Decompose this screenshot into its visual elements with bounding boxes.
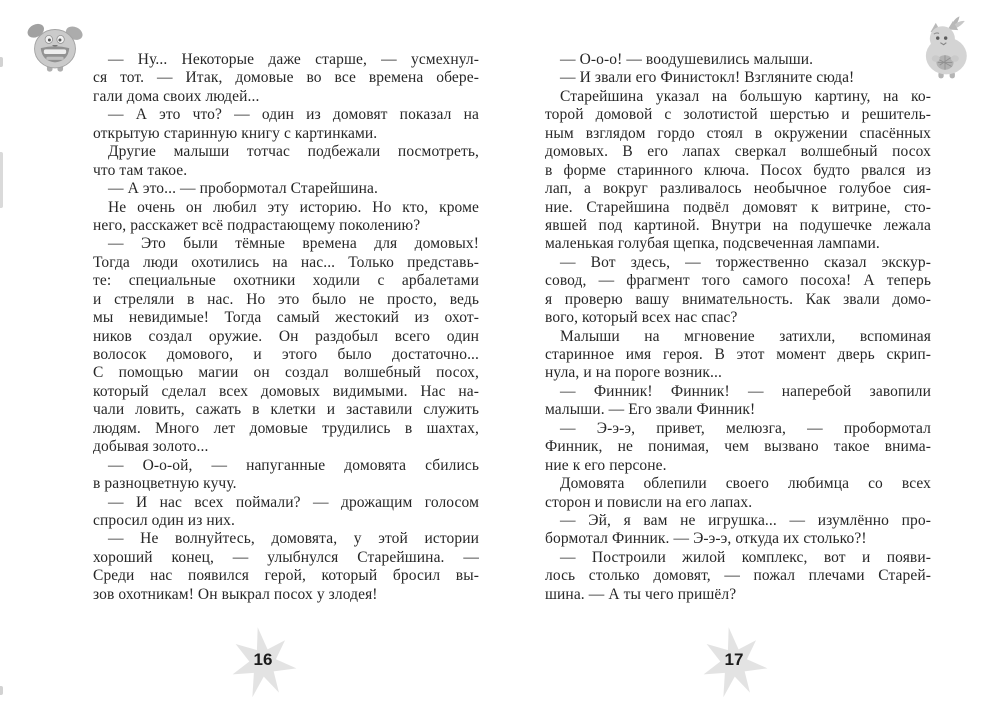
page-edge-artifact — [0, 686, 3, 695]
text-line: в форме старинного ключа. Посох будто рвался из — [545, 161, 931, 179]
text-line: в разноцветную кучу. — [93, 475, 237, 493]
paragraph — [93, 199, 479, 236]
text-line: спросил один из них. — [93, 511, 236, 529]
paragraph — [93, 530, 479, 604]
paragraph — [545, 512, 931, 549]
text-line: малыши. — Его звали Финник! — [545, 401, 756, 419]
page-right — [545, 51, 931, 604]
paragraph — [93, 143, 479, 180]
text-line: сторон и повисли на его лапах. — [545, 493, 753, 511]
text-line: бормотал Финник. — Э-э-э, откуда их столько?! — [545, 530, 867, 548]
paragraph — [545, 475, 931, 512]
page-edge-artifact — [0, 57, 3, 67]
text-line: ние. Старейшина подвёл домовят к витрине, сто- — [545, 198, 931, 216]
paragraph — [93, 235, 479, 456]
text-line: гали дома своих людей... — [93, 87, 260, 105]
text-line: людям. Много лет домовые трудились в шахтах, — [93, 419, 479, 437]
paragraph — [93, 494, 479, 531]
text-line: открытую старинную книгу с картинками. — [93, 124, 378, 142]
text-line: — Ну... Некоторые даже старше, — усмехнул- — [108, 51, 479, 68]
text-line: — И нас всех поймали? — дрожащим голосом — [108, 493, 479, 511]
text-line: него, расскажет всё подрастающему поколению? — [93, 216, 421, 234]
page-text — [545, 51, 931, 604]
text-line: ников создал оружие. Он раздобыл всего один — [93, 327, 479, 345]
text-line: хороший конец, — улыбнулся Старейшина. — — [93, 548, 479, 566]
text-line: Среди нас появился герой, который бросил вы- — [93, 567, 479, 585]
text-line: ся тот. — Итак, домовые во все времена обере- — [93, 69, 479, 87]
text-line: Домовята облепили своего любимца со всех — [560, 475, 931, 493]
text-line: — О-о-о! — воодушевились малыши. — [560, 51, 814, 68]
text-line: — О-о-ой, — напуганные домовята сбились — [108, 456, 479, 474]
page-text — [93, 51, 479, 604]
page-left — [93, 51, 479, 604]
paragraph — [93, 106, 479, 143]
text-line: домовых. В его лапах сверкал волшебный посох — [545, 143, 931, 161]
page-edge-artifact — [0, 152, 3, 208]
text-line: С помощью магии он создал волшебный посох, — [93, 364, 479, 382]
text-line: маленькая голубая щепка, подсвеченная лампами. — [545, 235, 880, 253]
page-number-star-right — [696, 624, 772, 702]
text-line: Финник, не понимая, чем вызвано такое внима- — [545, 438, 931, 456]
text-line: — Построили жилой комплекс, вот и появи- — [560, 548, 931, 566]
text-line: я проверю вашу внимательность. Как звали домо- — [545, 290, 931, 308]
paragraph — [545, 420, 931, 475]
smiling-creature-icon — [24, 14, 86, 76]
text-line: — Финник! Финник! — наперебой завопили — [560, 382, 931, 400]
paragraph — [93, 51, 479, 106]
paragraph — [545, 383, 931, 420]
text-line: волосок домового, и этого было достаточно... — [93, 346, 479, 363]
text-line: чали ловить, сажать в клетки и заставили служить — [93, 401, 479, 419]
paragraph — [545, 549, 931, 604]
text-line: — А это... — пробормотал Старейшина. — [108, 180, 378, 198]
paragraph — [93, 180, 479, 198]
text-line: Тогда люди охотились на нас... Только представь- — [93, 253, 479, 271]
text-line: ным взглядом гордо стоял в окружении спасённых — [545, 124, 931, 142]
text-line: старинное имя героя. В этот момент дверь скрип- — [545, 346, 931, 363]
text-line: и стреляли в нас. Но это было не просто, ведь — [93, 290, 479, 308]
text-line: явшей под картиной. Внутри на подушечке лежала — [545, 216, 931, 234]
text-line: — И звали его Финистокл! Взгляните сюда! — [560, 69, 855, 87]
text-line: что там такое. — [93, 161, 188, 179]
text-line: Другие малыши тотчас подбежали посмотреть, — [108, 143, 479, 161]
page-number: 17 — [724, 650, 744, 669]
text-line: торой домовой с золотистой шерстью и решитель- — [545, 106, 931, 124]
text-line: — Эй, я вам не игрушка... — изумлённо про- — [560, 511, 931, 529]
text-line: лап, а вокруг разливалось необычное голубое сия- — [545, 180, 931, 198]
text-line: который сделал всех домовых видимыми. Нас на- — [93, 382, 479, 400]
text-line: — Вот здесь, — торжественно сказал экскур- — [560, 253, 931, 271]
text-line: — А это что? — один из домовят показал на — [108, 106, 479, 124]
text-line: Старейшина указал на большую картину, на ко- — [560, 87, 931, 105]
text-line: добывая золото... — [93, 438, 209, 456]
text-line: ние к его персоне. — [545, 456, 667, 474]
paragraph — [545, 51, 931, 69]
text-line: мы невидимые! Тогда самый жестокий из охот- — [93, 309, 479, 327]
text-line: Не очень он любил эту историю. Но кто, кроме — [108, 198, 479, 216]
paragraph — [545, 328, 931, 383]
text-line: Малыши на мгновение затихли, вспоминая — [560, 327, 931, 345]
text-line: — Не волнуйтесь, домовята, у этой истории — [108, 530, 479, 548]
text-line: зов охотникам! Он выкрал посох у злодея! — [93, 585, 378, 603]
text-line: лось столько домовят, — пожал плечами Старей- — [545, 567, 931, 585]
text-line: шина. — А ты чего пришёл? — [545, 585, 737, 603]
paragraph — [545, 254, 931, 328]
paragraph — [93, 457, 479, 494]
text-line: совод, — фрагмент того самого посоха! А теперь — [545, 272, 931, 290]
page-number-star-left — [225, 624, 301, 702]
domovoy-mascot-left-icon — [24, 14, 86, 78]
paragraph — [545, 69, 931, 87]
text-line: вого, который всех нас спас? — [545, 309, 738, 327]
page-number: 16 — [253, 650, 273, 669]
paragraph — [545, 88, 931, 254]
text-line: нула, и на пороге возник... — [545, 364, 722, 382]
text-line: — Э-э-э, привет, мелюзга, — пробормотал — [560, 419, 931, 437]
text-line: — Это были тёмные времена для домовых! — [108, 235, 479, 253]
text-line: те: специальные охотники ходили с арбалетами — [93, 272, 479, 290]
